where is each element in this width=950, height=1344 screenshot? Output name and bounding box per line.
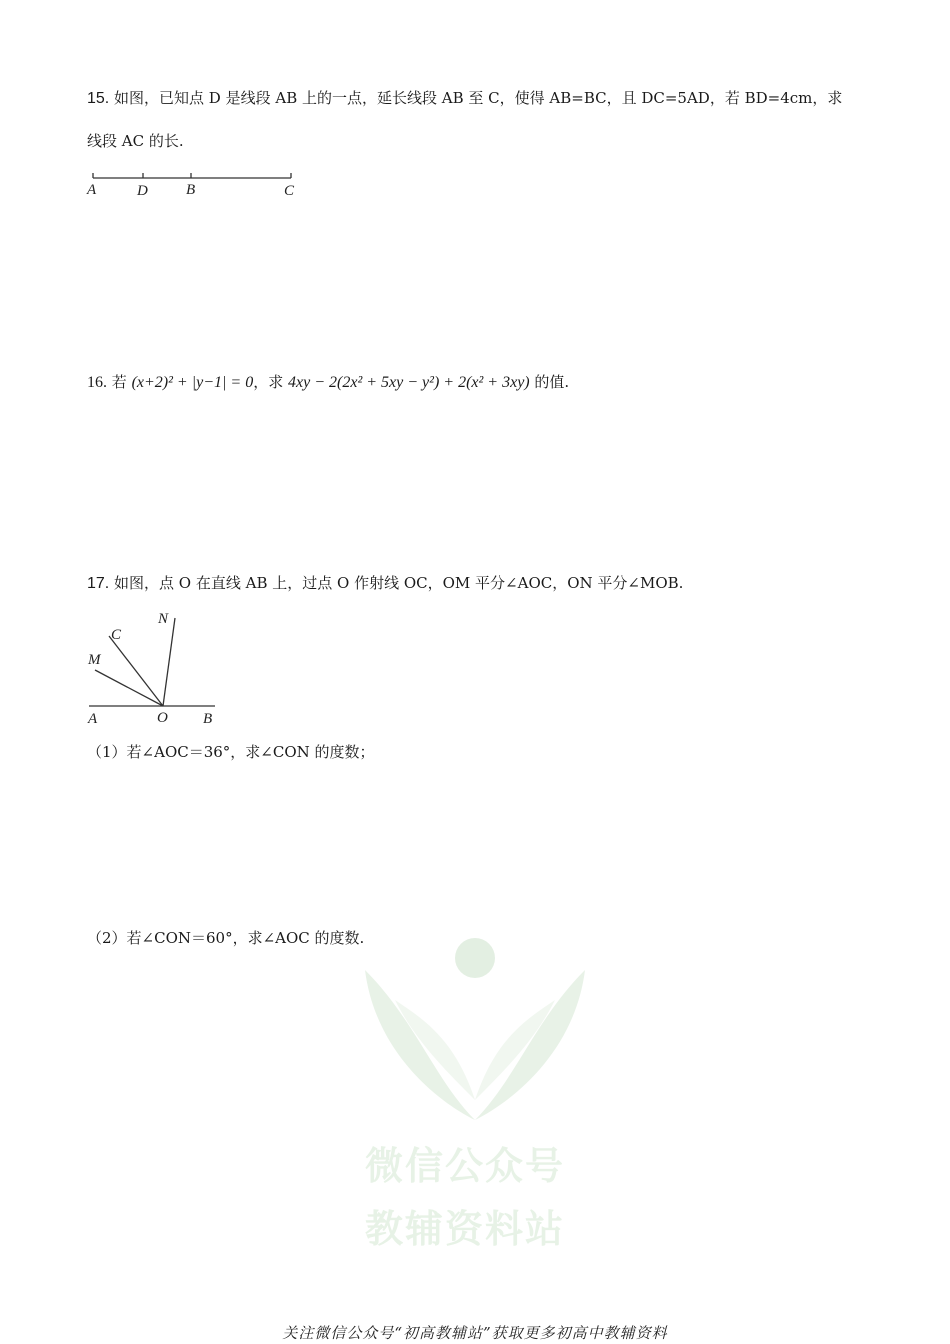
label-b: B [203, 711, 213, 727]
label-c: C [111, 627, 122, 643]
q16-prefix: 若 [111, 373, 127, 391]
q16-line [87, 372, 569, 393]
q16-suffix: 的值. [534, 373, 570, 391]
ray-om [95, 670, 163, 706]
label-c: C [284, 183, 295, 199]
label-n: N [158, 611, 169, 627]
q15-text-line1: 如图，已知点 D 是线段 AB 上的一点，延长线段 AB 至 C，使得 AB=BC，且 DC=5AD，若 BD=4cm，求 [114, 89, 843, 107]
q16-condition: (x+2)² + |y−1| = 0 [131, 374, 254, 391]
label-m: M [88, 652, 101, 668]
q16-number: 16. [87, 374, 107, 391]
watermark [355, 930, 595, 1250]
q15-segment-figure [85, 168, 305, 200]
footer-note: 关注微信公众号“初高教辅站”获取更多初高中教辅资料 [282, 1324, 668, 1342]
q16-expression: 4xy − 2(2x² + 5xy − y²) + 2(x² + 3xy) [288, 374, 530, 391]
q15-number: 15. [87, 90, 110, 107]
label-o: O [157, 710, 168, 726]
q15-line1 [87, 88, 842, 109]
q17-text: 如图，点 O 在直线 AB 上，过点 O 作射线 OC，OM 平分∠AOC，ON 平分∠MOB. [114, 574, 684, 592]
label-a: A [87, 182, 97, 198]
q17-angle-figure [85, 608, 225, 728]
label-d: D [137, 183, 148, 199]
watermark-logo-icon [355, 930, 595, 1130]
q15-text-line2: 线段 AC 的长. [87, 132, 184, 150]
q17-number: 17. [87, 575, 110, 592]
label-b: B [186, 182, 196, 198]
q17-part1: （1）若∠AOC＝36°，求∠CON 的度数； [87, 743, 375, 761]
q16-middle: ，求 [253, 373, 284, 391]
watermark-line2: 教辅资料站 [365, 1207, 566, 1251]
ray-on [163, 618, 175, 706]
label-a: A [88, 711, 98, 727]
q17-line [87, 573, 683, 594]
ray-oc [109, 636, 163, 706]
watermark-line1: 微信公众号 [365, 1144, 566, 1188]
q17-part2: （2）若∠CON＝60°，求∠AOC 的度数. [87, 929, 365, 947]
